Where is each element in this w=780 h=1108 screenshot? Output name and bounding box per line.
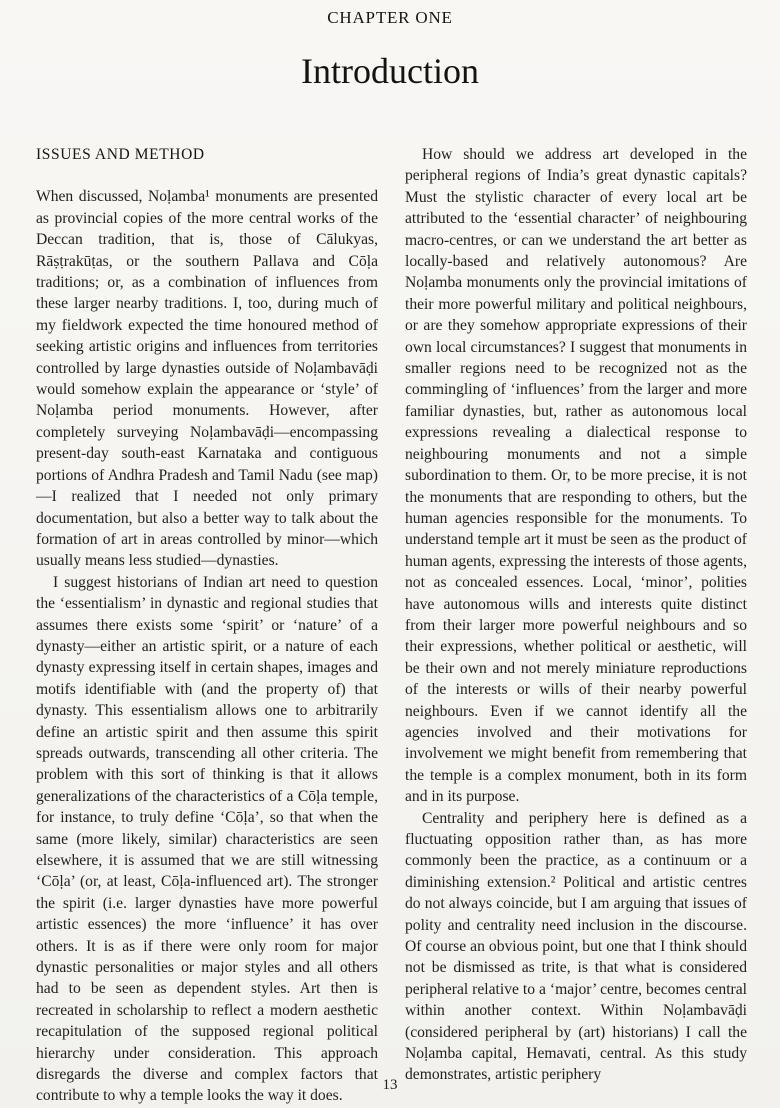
right-column — [405, 144, 747, 1107]
paragraph-right-1: How should we address art developed in the peripheral regions of India’s great dynastic capitals? Must the stylistic character of every local art be attributed to the ‘essential character’ of neighbouring macro-centres, or can we understand the art better as locally-based and relatively autonomous? Are Noḷamba monuments only the provincial imitations of their more powerful military and political neighbours, or are they somehow appropriate expressions of their own local circumstances? I suggest that monuments in smaller regions need to be recognized not as the commingling of ‘influences’ from the larger and more familiar dynasties, but, rather as autonomous local expressions revealing a dialectical response to neighbouring monuments and not a simple subordination to them. Or, to be more precise, it is not the monuments that are responding to others, but the human agencies responsible for the monuments. To understand temple art it must be seen as the product of human agents, expressing the interests of those agents, not as concealed essences. Local, ‘minor’, polities have autonomous wills and interests quite distinct from their larger more powerful neighbours and so their expressions, whether political or aesthetic, will be their own and not merely miniature reproductions of the interests or wills of their nearby powerful neighbours. Even if we cannot identify all the agencies involved and their motivations for involvement we might benefit from remembering that the temple is a complex monument, both in its form and in its purpose. — [405, 146, 747, 806]
left-column — [36, 144, 378, 1107]
section-heading: ISSUES AND METHOD — [36, 146, 205, 163]
paragraph-left-2: I suggest historians of Indian art need to question the ‘essentialism’ in dynastic and regional studies that assumes there exists some ‘spirit’ or ‘nature’ of a dynasty—either an artistic spirit, or a nature of each dynasty expressing itself in certain shapes, images and motifs identifiable with (and the property of) that dynasty. This essentialism allows one to arbitrarily define an artistic spirit and then assume this spirit spreads outwards, transcending all other criteria. The problem with this sort of thinking is that it allows generalizations of the characteristics of a Cōḷa temple, for instance, to truly define ‘Cōḷa’, so that when the same (more likely, similar) characteristics are seen elsewhere, it is assumed that we are still witnessing ‘Cōḷa’ (or, at least, Cōḷa-influenced art). The stronger the spirit (i.e. larger dynasties have more powerful artistic essences) the more ‘influence’ it has over others. It is as if there were only room for major dynastic personalities or major styles and all others had to be seen as dependent styles. Art then is recreated in scholarship to reflect a modern aesthetic recapitulation of the supposed regional political hierarchy under consideration. This approach disregards the diverse and complex factors that contribute to why a temple looks the way it does. — [36, 573, 378, 1105]
chapter-label: CHAPTER ONE — [327, 8, 453, 27]
two-column-layout — [0, 144, 780, 1107]
paragraph-right-2: Centrality and periphery here is defined as a fluctuating opposition rather than, as has more commonly been the practice, as a continuum or a diminishing extension.² Political and artistic centres do not always coincide, but I am arguing that issues of polity and centrality need inclusion in the discourse. Of course an obvious point, but one that I think should not be dismissed as trite, is that what is considered peripheral relative to a ‘major’ centre, becomes central within another context. Within Noḷambavāḍi (considered peripheral by (art) historians) I call the Noḷamba capital, Hemavati, central. As this study demonstrates, artistic periphery — [405, 809, 747, 1084]
page-number: 13 — [382, 1077, 398, 1093]
page-title: Introduction — [301, 51, 479, 91]
paragraph-left-1: When discussed, Noḷamba¹ monuments are presented as provincial copies of the more central works of the Deccan tradition, that is, those of Cālukyas, Rāṣṭrakūṭas, or the southern Pallava and Cōḷa traditions; or, as a combination of influences from these larger nearby traditions. I, too, during much of my fieldwork expected the time honoured method of seeking artistic origins and influences from territories controlled by large dynasties outside of Noḷambavāḍi would somehow explain the appearance or ‘style’ of Noḷamba period monuments. However, after completely surveying Noḷambavāḍi—encompassing present-day south-east Karnataka and contiguous portions of Andhra Pradesh and Tamil Nadu (see map)—I realized that I needed not only primary documentation, but also a better way to talk about the formation of art in areas controlled by minor—which usually means less studied—dynasties. — [36, 188, 378, 570]
